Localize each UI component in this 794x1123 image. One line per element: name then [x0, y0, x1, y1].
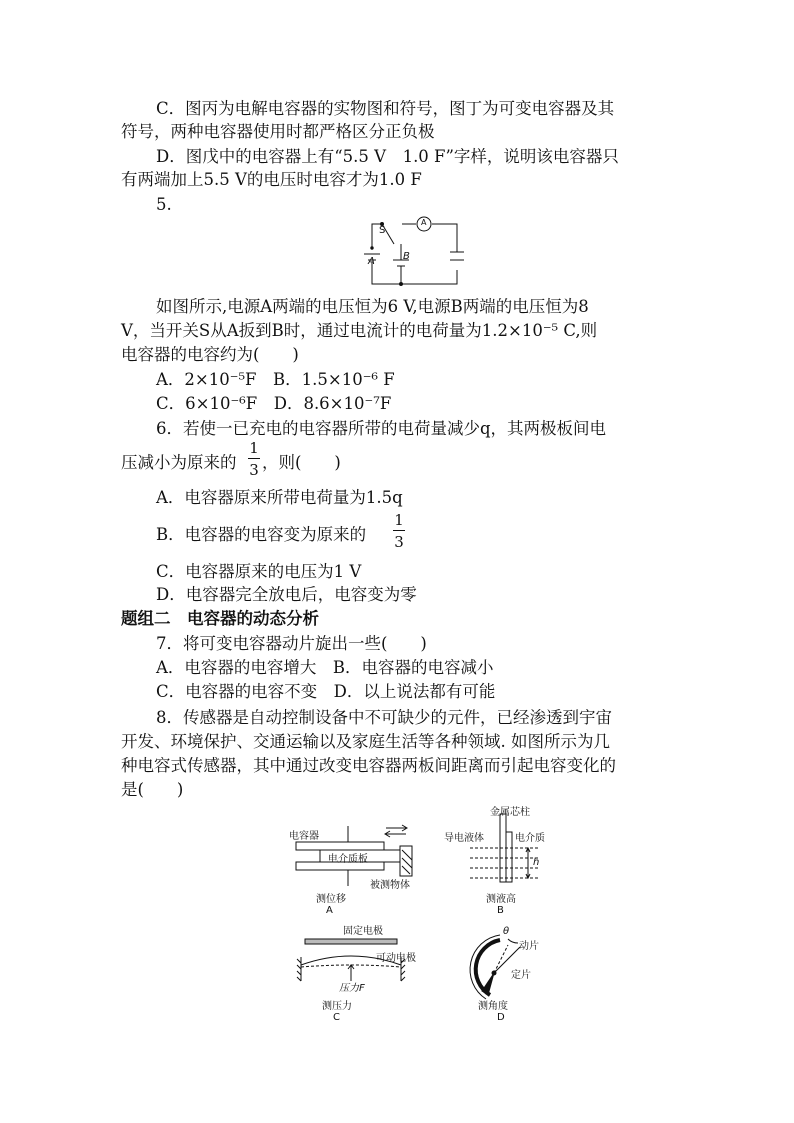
q4-option-d-line2: 有两端加上5.5 V的电压时电容才为1.0 F — [121, 170, 422, 189]
q8-stem-line1: 8．传感器是自动控制设备中不可缺少的元件，已经渗透到宇宙 — [156, 708, 612, 727]
q8-figb-caption: 测液高 — [486, 894, 516, 905]
q5-options-line1: A．2×10⁻⁵F B．1.5×10⁻⁶ F — [156, 370, 395, 389]
q5-source-b-label: B — [403, 251, 410, 262]
q5-stem-line2: V，当开关S从A扳到B时，通过电流计的电荷量为1.2×10⁻⁵ C,则 — [121, 321, 598, 340]
q8-figure-b-drawing — [460, 812, 550, 892]
q6-stem-line2a: 压减小为原来的 — [121, 453, 237, 472]
q6-fraction-bar — [248, 458, 260, 459]
q6-stem-line2b: ，则( ) — [262, 453, 341, 472]
q8-figb-h-label: h — [533, 857, 540, 868]
q5-stem-line3: 电容器的电容约为( ) — [121, 345, 299, 364]
q6-optb-fraction-denominator: 3 — [394, 533, 404, 551]
q8-figc-force-label: 压力F — [339, 983, 365, 994]
q8-figa-capacitor-label: 电容器 — [289, 831, 319, 842]
q6-option-b: B．电容器的电容变为原来的 — [156, 525, 367, 544]
q8-stem-line2: 开发、环境保护、交通运输以及家庭生活等各种领域. 如图所示为几 — [121, 732, 610, 751]
q6-option-d: D．电容器完全放电后，电容变为零 — [156, 585, 417, 604]
q6-fraction-numerator: 1 — [249, 439, 259, 457]
q8-figb-core-label: 金属芯柱 — [490, 807, 530, 818]
q8-figc-movable-label: 可动电极 — [376, 953, 416, 964]
q6-optb-fraction-numerator: 1 — [394, 511, 404, 529]
q7-options-line1: A．电容器的电容增大 B．电容器的电容减小 — [156, 658, 494, 677]
q5-switch-label: S — [379, 225, 386, 236]
q8-figa-dielectric-label: 电介质板 — [328, 854, 368, 865]
q7-stem: 7．将可变电容器动片旋出一些( ) — [156, 634, 427, 653]
q8-figc-fixed-label: 固定电极 — [343, 926, 383, 937]
q6-option-a: A．电容器原来所带电荷量为1.5q — [156, 488, 403, 507]
q8-figb-liquid-label: 导电液体 — [444, 833, 484, 844]
q8-figd-theta-label: θ — [503, 926, 510, 937]
q8-figd-moving-label: 动片 — [519, 941, 539, 952]
q7-options-line2: C．电容器的电容不变 D．以上说法都有可能 — [156, 682, 496, 701]
q4-option-c-line1: C．图丙为电解电容器的实物图和符号，图丁为可变电容器及其 — [156, 99, 615, 118]
q8-figa-object-label: 被测物体 — [370, 880, 410, 891]
q8-figd-caption: 测角度 — [478, 1001, 508, 1012]
q8-figd-letter: D — [497, 1012, 505, 1023]
q6-optb-fraction-bar — [393, 530, 405, 531]
q4-option-d-line1: D．图戊中的电容器上有“5.5 V 1.0 F”字样，说明该电容器只 — [156, 147, 619, 166]
q6-option-c: C．电容器原来的电压为1 V — [156, 562, 362, 581]
q6-fraction-denominator: 3 — [249, 461, 259, 479]
q8-figa-caption: 测位移 — [316, 894, 346, 905]
q5-source-a-label: A — [368, 256, 375, 267]
group2-heading: 题组二 电容器的动态分析 — [121, 609, 319, 628]
q5-number: 5. — [156, 195, 172, 214]
q4-option-c-line2: 符号，两种电容器使用时都严格区分正负极 — [121, 122, 435, 141]
q5-circuit-diagram — [360, 212, 470, 292]
q5-stem-line1: 如图所示,电源A两端的电压恒为6 V,电源B两端的电压恒为8 — [156, 297, 589, 316]
q8-stem-line4: 是( ) — [121, 780, 184, 799]
q8-figc-letter: C — [333, 1012, 340, 1023]
q8-figb-dielectric-label: 电介质 — [515, 833, 545, 844]
q5-ammeter-label: A — [421, 218, 427, 227]
q6-stem-line1: 6．若使一已充电的电容器所带的电荷量减少q，其两极板间电 — [156, 419, 607, 438]
q8-figb-letter: B — [497, 905, 504, 916]
q8-stem-line3: 种电容式传感器，其中通过改变电容器两板间距离而引起电容变化的 — [121, 756, 616, 775]
q8-figa-letter: A — [326, 905, 333, 916]
q8-figd-fixed-label: 定片 — [511, 970, 531, 981]
q8-figc-caption: 测压力 — [322, 1001, 352, 1012]
q5-options-line2: C．6×10⁻⁶F D．8.6×10⁻⁷F — [156, 394, 392, 413]
